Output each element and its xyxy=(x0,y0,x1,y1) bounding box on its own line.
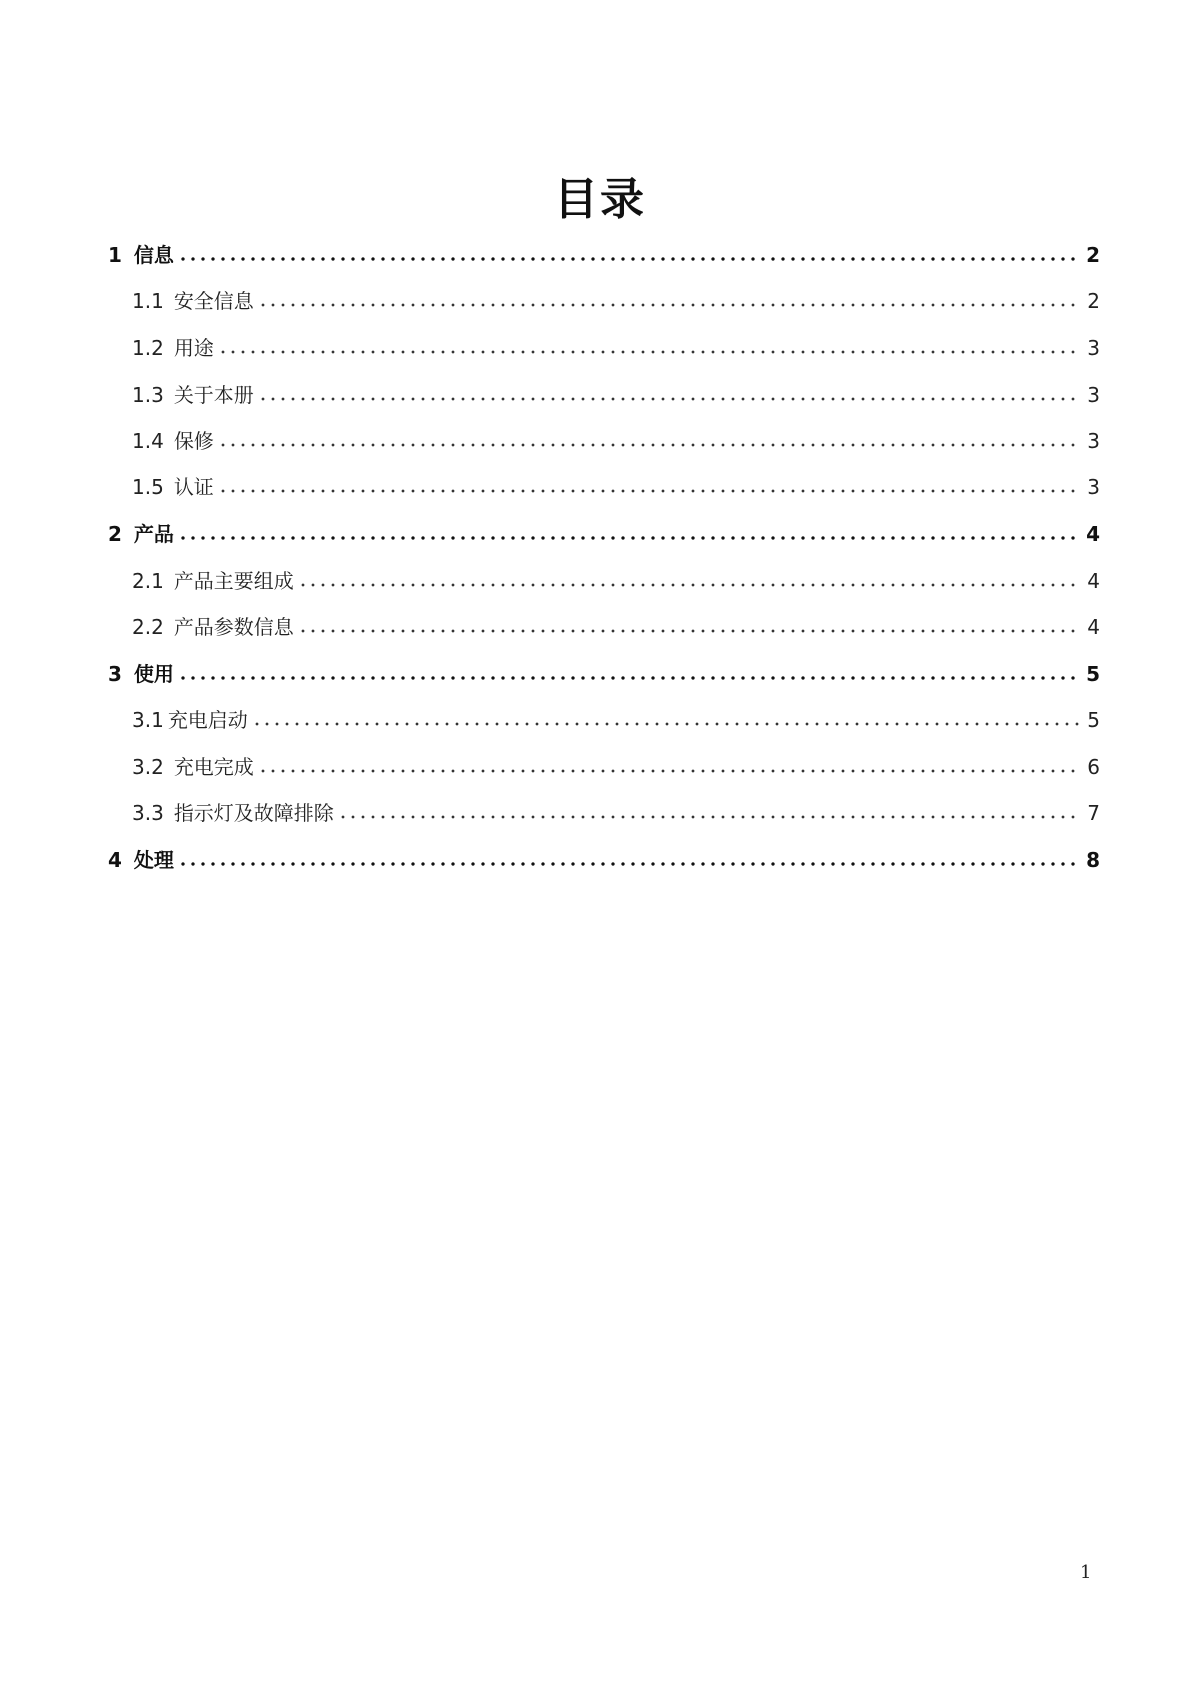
dot-leader xyxy=(298,629,1080,633)
toc-entry-number: 3.2 xyxy=(132,755,164,779)
toc-entry-2-1[interactable] xyxy=(132,566,1100,596)
toc-entry-page: 4 xyxy=(1087,615,1100,639)
dot-leader xyxy=(258,397,1080,401)
toc-entry-label: 安全信息 xyxy=(173,289,254,313)
dot-leader xyxy=(252,722,1080,726)
toc-entry-label: 充电完成 xyxy=(173,755,254,779)
toc-entry-label: 产品主要组成 xyxy=(173,569,294,593)
toc-entry-3-1[interactable] xyxy=(132,705,1100,735)
dot-leader xyxy=(218,350,1080,354)
toc-entry-number: 3.1 xyxy=(132,708,164,732)
toc-entry-label: 保修 xyxy=(173,429,214,453)
toc-entry-page: 4 xyxy=(1087,569,1100,593)
toc-entry-page: 5 xyxy=(1086,662,1100,686)
dot-leader xyxy=(178,862,1080,866)
dot-leader xyxy=(298,583,1080,587)
dot-leader xyxy=(218,443,1080,447)
toc-entry-label: 产品 xyxy=(133,522,174,546)
toc-entry-label: 产品参数信息 xyxy=(173,615,294,639)
dot-leader xyxy=(178,536,1080,540)
toc-entry-number: 1.5 xyxy=(132,475,164,499)
toc-entry-number: 3 xyxy=(108,662,122,686)
toc-entry-1-5[interactable] xyxy=(132,472,1100,502)
toc-entry-2-2[interactable] xyxy=(132,612,1100,642)
toc-entry-page: 3 xyxy=(1087,336,1100,360)
toc-entry-3-3[interactable] xyxy=(132,798,1100,828)
toc-entry-number: 4 xyxy=(108,848,122,872)
toc-entry-page: 8 xyxy=(1086,848,1100,872)
toc-entry-label: 指示灯及故障排除 xyxy=(173,801,334,825)
toc-entry-page: 3 xyxy=(1087,475,1100,499)
dot-leader xyxy=(178,257,1080,261)
toc-entry-number: 2.2 xyxy=(132,615,164,639)
toc-entry-page: 3 xyxy=(1087,429,1100,453)
page-title: 目录 xyxy=(554,174,646,225)
toc-entry-number: 2.1 xyxy=(132,569,164,593)
toc-entry-number: 1.1 xyxy=(132,289,164,313)
toc-entry-2[interactable] xyxy=(108,519,1100,549)
toc-entry-label: 信息 xyxy=(133,243,174,267)
toc-entry-1[interactable] xyxy=(108,240,1100,270)
toc-entry-number: 1.2 xyxy=(132,336,164,360)
toc-entry-label: 认证 xyxy=(173,475,214,499)
toc-entry-label: 关于本册 xyxy=(173,383,254,407)
toc-entry-page: 3 xyxy=(1087,383,1100,407)
dot-leader xyxy=(178,676,1080,680)
toc-entry-number: 1.4 xyxy=(132,429,164,453)
toc-entry-1-4[interactable] xyxy=(132,426,1100,456)
toc-entry-page: 7 xyxy=(1087,801,1100,825)
toc-entry-page: 4 xyxy=(1086,522,1100,546)
toc-entry-label: 充电启动 xyxy=(167,708,248,732)
toc-entry-number: 1.3 xyxy=(132,383,164,407)
toc-entry-label: 用途 xyxy=(173,336,214,360)
toc-entry-page: 2 xyxy=(1087,289,1100,313)
toc-entry-number: 3.3 xyxy=(132,801,164,825)
toc-entry-label: 使用 xyxy=(133,662,174,686)
toc-entry-1-3[interactable] xyxy=(132,380,1100,410)
toc-entry-1-2[interactable] xyxy=(132,333,1100,363)
dot-leader xyxy=(218,489,1080,493)
page-number: 1 xyxy=(1080,1562,1092,1583)
toc-entry-1-1[interactable] xyxy=(132,286,1100,316)
dot-leader xyxy=(258,303,1080,307)
dot-leader xyxy=(338,815,1080,819)
toc-entry-number: 1 xyxy=(108,243,122,267)
toc-entry-page: 5 xyxy=(1087,708,1100,732)
toc-entry-3[interactable] xyxy=(108,659,1100,689)
toc-entry-number: 2 xyxy=(108,522,122,546)
toc-entry-page: 2 xyxy=(1086,243,1100,267)
toc-entry-label: 处理 xyxy=(133,848,174,872)
toc-entry-3-2[interactable] xyxy=(132,752,1100,782)
dot-leader xyxy=(258,769,1080,773)
toc-entry-page: 6 xyxy=(1087,755,1100,779)
toc-entry-4[interactable] xyxy=(108,845,1100,875)
